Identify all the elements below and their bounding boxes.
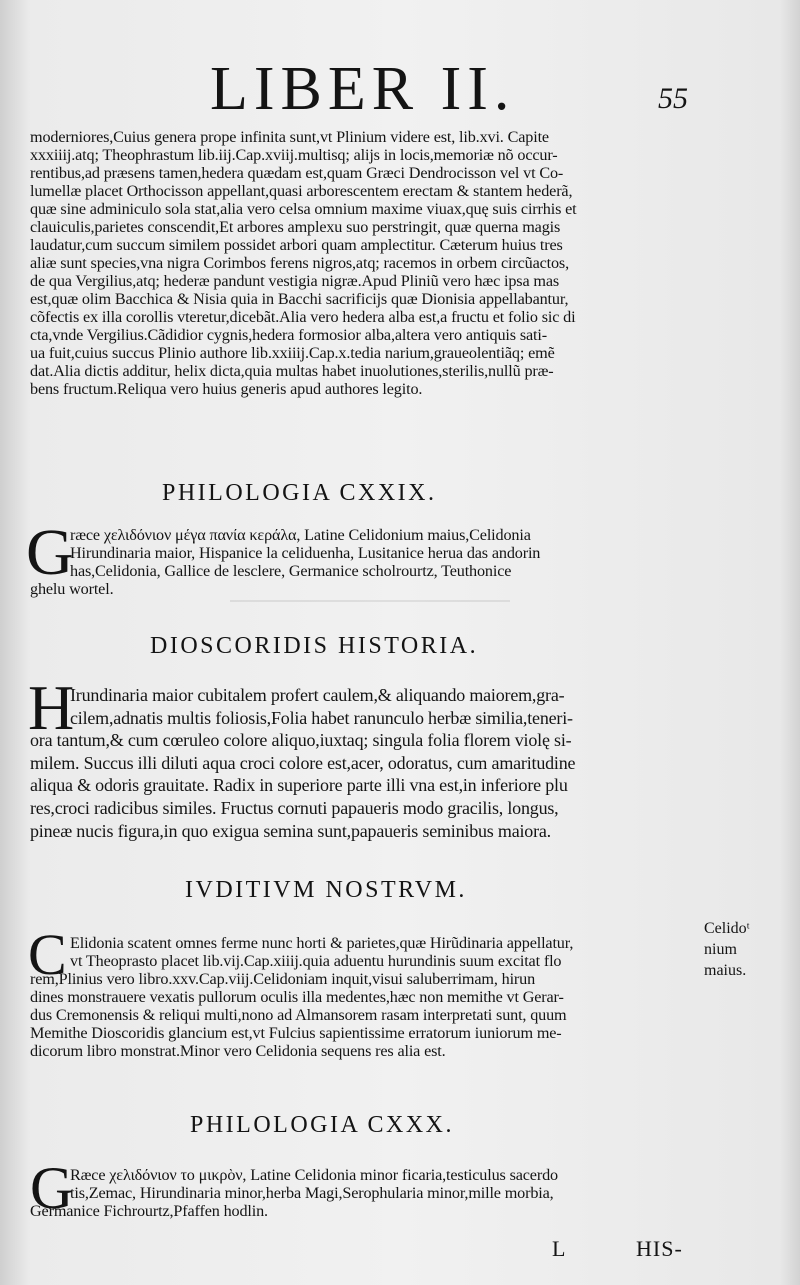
text-line: rentibus,ad præsens tamen,hedera quædam est,quam Græci Dendrocisson vel vt Co- [30, 164, 564, 182]
text-line: cõfectis ex illa corollis vteretur,dicebãt.Alia vero hedera alba est,a fructu et folio sic di [30, 308, 576, 326]
text-line: dines monstrauere vexatis pullorum oculis illa medentes,hæc non memithe vt Gerar- [30, 988, 564, 1006]
text-line: dat.Alia dictis additur, helix dicta,quia multas habet inuolutiones,sterilis,nullũ præ- [30, 362, 554, 380]
text-line: bens fructum.Reliqua vero huius generis apud authores legito. [30, 380, 423, 398]
drop-cap: G [26, 516, 74, 589]
section-heading-dioscoridis: DIOSCORIDIS HISTORIA. [150, 633, 479, 659]
page-number: 55 [658, 82, 688, 115]
text-line: lumellæ placet Orthocisson appellant,quasi arborescentem erectam & stantem hederã, [30, 182, 573, 200]
section-heading-philologia-129: PHILOLOGIA CXXIX. [162, 480, 437, 506]
text-line: de qua Vergilius,atq; hederæ pandunt vestigia nigræ.Apud Pliniũ vero hæc ipsa mas [30, 272, 560, 290]
margin-note-line: maius. [704, 962, 747, 979]
text-line: Germanice Fichrourtz,Pfaffen hodlin. [30, 1202, 268, 1220]
text-line: dicorum libro monstrat.Minor vero Celidonia sequens res alia est. [30, 1042, 446, 1060]
text-line: Hirundinaria maior, Hispanice la celiduenha, Lusitanice herua das andorin [70, 544, 541, 562]
show-through-ornament [230, 600, 510, 618]
text-line: moderniores,Cuius genera prope infinita sunt,vt Plinium videre est, lib.xvi. Capite [30, 128, 549, 146]
text-line: cta,vnde Vergilius.Cãdidior cygnis,hedera formosior alba,altera vero antiquis sati- [30, 326, 547, 344]
drop-cap: G [30, 1155, 74, 1221]
margin-note [704, 918, 794, 981]
text-line: ræce χελιδόνιον μέγα πανία κεράλα, Latine Celidonium maius,Celidonia [70, 526, 531, 544]
text-line: has,Celidonia, Gallice de lesclere, Germanice scholrourtz, Teuthonice [70, 562, 512, 580]
text-line: res,croci radicibus similes. Fructus cornuti papaueris modo gracilis, longus, [30, 797, 559, 818]
text-line: ua fuit,cuius succus Plinio authore lib.xxiiij.Cap.x.tedia narium,graueolentiãq; emẽ [30, 344, 555, 362]
section-heading-iuditium: IVDITIVM NOSTRVM. [185, 877, 467, 903]
text-line: Irundinaria maior cubitalem profert caulem,& aliquando maiorem,gra- [70, 685, 565, 705]
dioscoridis-paragraph [30, 684, 712, 842]
running-head: LIBER II. [210, 55, 516, 123]
iuditium-paragraph [30, 934, 700, 1060]
text-line: dus Cremonensis & reliqui multi,nono ad Almansorem rasam interpretati sunt, quum [30, 1006, 567, 1024]
text-line: cilem,adnatis multis foliosis,Folia habet ranunculo herbæ similia,teneri- [70, 707, 573, 728]
intro-paragraph [30, 128, 712, 398]
drop-cap: C [28, 922, 67, 987]
text-line: vt Theoprasto placet lib.vij.Cap.xiiij.quia aduentu hurundinis suum excitat flo [70, 952, 562, 970]
text-line: rem,Plinius vero libro.xxv.Cap.viij.Celidoniam inquit,visui saluberrimam, hirun [30, 970, 536, 988]
text-line: est,quæ olim Bacchica & Nisia quia in Bacchi sacrificijs quæ Dionisia appellabantur, [30, 290, 569, 308]
section-heading-philologia-130: PHILOLOGIA CXXX. [190, 1112, 454, 1138]
text-line: quæ sine adminiculo sola stat,alia vero celsa omnium maxime viuax,quę suis cirrhis et [30, 200, 577, 218]
margin-note-line: nium [704, 941, 737, 958]
drop-cap: H [28, 672, 75, 743]
text-line: Ræce χελιδόνιον το μικρὸν, Latine Celidonia minor ficaria,testiculus sacerdo [70, 1166, 558, 1184]
text-line: aliqua & odoris grauitate. Radix in superiore parte illi vna est,in inferiore plu [30, 775, 568, 796]
text-line: clauiculis,parietes conscendit,Et arbores amplexu suo perstringit, quæ querna magis [30, 218, 561, 236]
catchword: HIS- [636, 1236, 683, 1261]
text-line: pineæ nucis figura,in quo exigua semina sunt,papaueris seminibus maiora. [30, 820, 551, 841]
text-line: Elidonia scatent omnes ferme nunc horti & parietes,quæ Hirũdinaria appellatur, [70, 934, 574, 952]
text-line: xxxiiij.atq; Theophrastum lib.iij.Cap.xviij.multisq; alijs in locis,memoriæ nõ occur- [30, 146, 558, 164]
signature-mark: L [552, 1236, 567, 1261]
text-line: ora tantum,& cum cœruleo colore aliquo,iuxtaq; singula folia florem violę si- [30, 730, 572, 751]
philologia-130-paragraph [30, 1166, 712, 1220]
text-line: ghelu wortel. [30, 580, 114, 598]
text-line: aliæ sunt species,vna nigra Corimbos ferens nigros,atq; racemos in orbem circũactos, [30, 254, 569, 272]
philologia-129-paragraph [30, 526, 712, 598]
text-line: Memithe Dioscoridis glancium est,vt Fulcius sapientissime erratorum iuniorum me- [30, 1024, 562, 1042]
text-line: milem. Succus illi diluti aqua croci colore est,acer, odoratus, cum amaritudine [30, 752, 576, 773]
text-line: laudatur,cum succum similem possidet arbori quam amplectitur. Cæterum huius tres [30, 236, 563, 254]
margin-note-line: Celidoᵗ [704, 920, 750, 937]
text-line: tis,Zemac, Hirundinaria minor,herba Magi,Serophularia minor,mille morbia, [70, 1184, 554, 1202]
